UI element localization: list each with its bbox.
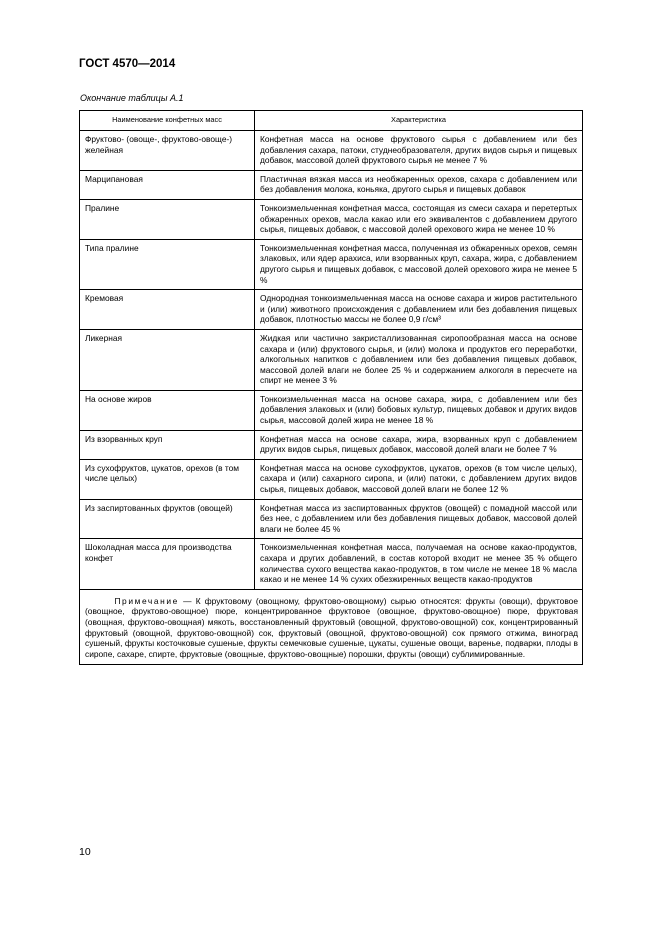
- mass-name-cell: Из взорванных круп: [80, 430, 255, 459]
- characteristic-cell: Пластичная вязкая масса из необжаренных орехов, сахара с добавлением или без добавления молока, коньяка, другого сырья и пищевых добавок: [255, 170, 583, 199]
- document-title: ГОСТ 4570—2014: [79, 58, 176, 70]
- table-note: [80, 589, 583, 665]
- mass-name-cell: На основе жиров: [80, 390, 255, 430]
- mass-name-cell: Из сухофруктов, цукатов, орехов (в том числе целых): [80, 459, 255, 499]
- table-note-row: [80, 589, 583, 665]
- table-row: [80, 459, 583, 499]
- note-text: — К фруктовому (овощному, фруктово-овощному) сырью относятся: фрукты (овощи), фруктовое (овощное, фруктово-овощное) пюре, концентрированное фруктовое (овощное, фруктово-овощное) пюре, фруктовая (овощная, фруктово-овощная) мякоть, восстановленный фруктовый (овощной, фруктово-овощной) сок, концентрированный фруктовый (овощной, фруктово-овощной) сок, фруктовый (овощной, фруктово-овощной) сок прямого отжима, виноград сушеный, фрукты косточковые сушеные, фрукты семечковые сушеные, цукаты, сушеные овощи, варенье, подварки, плоды в сиропе, сахаре, спирте, фруктовые (овощные, фруктово-овощные) порошки, фрукты (овощи) сублимированные.: [85, 595, 578, 659]
- table-row: [80, 290, 583, 330]
- note-label: Примечание: [114, 595, 179, 606]
- column-header-characteristic: Характеристика: [255, 111, 583, 131]
- table-caption: Окончание таблицы А.1: [80, 93, 184, 103]
- characteristic-cell: Тонкоизмельченная конфетная масса, полученная из обжаренных орехов, семян злаковых, или ядер арахиса, или взорванных круп, сахара, жира, с добавлением другого сырья и пищевых добавок, с массовой долей орехового жира не менее 5 %: [255, 239, 583, 289]
- characteristic-cell: Однородная тонкоизмельченная масса на основе сахара и жиров растительного и (или) животного происхождения с добавлением или без добавления пищевых добавок, плотностью массы не более 0,9 г/см³: [255, 290, 583, 330]
- mass-name-cell: Типа пралине: [80, 239, 255, 289]
- characteristic-cell: Конфетная масса из заспиртованных фруктов (овощей) с помадной массой или без нее, с добавлением или без добавления пищевых добавок, массовой долей влаги не более 45 %: [255, 499, 583, 539]
- table-row: [80, 239, 583, 289]
- mass-name-cell: Пралине: [80, 199, 255, 239]
- table-row: [80, 430, 583, 459]
- mass-name-cell: Шоколадная масса для производства конфет: [80, 539, 255, 589]
- table-row: [80, 390, 583, 430]
- table-row: [80, 329, 583, 390]
- column-header-name: Наименование конфетных масс: [80, 111, 255, 131]
- table-header-row: [80, 111, 583, 131]
- table-row: [80, 539, 583, 589]
- mass-name-cell: Марципановая: [80, 170, 255, 199]
- mass-name-cell: Кремовая: [80, 290, 255, 330]
- characteristic-cell: Конфетная масса на основе сахара, жира, взорванных круп с добавлением других видов сырья, пищевых добавок, массовой долей влаги не более 7 %: [255, 430, 583, 459]
- page-number: 10: [79, 846, 91, 858]
- table-row: [80, 199, 583, 239]
- confectionery-mass-table: [79, 110, 583, 665]
- characteristic-cell: Конфетная масса на основе сухофруктов, цукатов, орехов (в том числе целых), сахара и (или) сахарного сиропа, и (или) патоки, с добавлением других видов сырья, пищевых добавок, массовой долей влаги не более 12 %: [255, 459, 583, 499]
- table-row: [80, 131, 583, 171]
- characteristic-cell: Тонкоизмельченная конфетная масса, получаемая на основе какао-продуктов, сахара и других добавлений, в состав которой входит не менее 35 % общего количества сухого вещества какао-продуктов, в том числе не менее 18 % масла какао и не менее 14 % сухих обезжиренных веществ какао-продуктов: [255, 539, 583, 589]
- mass-name-cell: Фруктово- (овоще-, фруктово-овоще-) желейная: [80, 131, 255, 171]
- mass-name-cell: Ликерная: [80, 329, 255, 390]
- table-row: [80, 170, 583, 199]
- characteristic-cell: Тонкоизмельченная конфетная масса, состоящая из смеси сахара и перетертых обжаренных орехов, масла какао или его эквивалентов с добавлением другого сырья, пищевых добавок, с массовой долей орехового жира не менее 10 %: [255, 199, 583, 239]
- table-row: [80, 499, 583, 539]
- characteristic-cell: Жидкая или частично закристаллизованная сиропообразная масса на основе сахара и (или) фруктового сырья, и (или) молока и продуктов его переработки, алкогольных напитков с добавлением или без добавления пищевых добавок, массовой долей влаги не более 25 % и содержанием алкоголя в пересчете на спирт не менее 3 %: [255, 329, 583, 390]
- mass-name-cell: Из заспиртованных фруктов (овощей): [80, 499, 255, 539]
- characteristic-cell: Конфетная масса на основе фруктового сырья с добавлением или без добавления сахара, патоки, студнеобразователя, других видов сырья и пищевых добавок, массовой долей фруктового сырья не менее 7 %: [255, 131, 583, 171]
- characteristic-cell: Тонкоизмельченная масса на основе сахара, жира, с добавлением или без добавления злаковых и (или) бобовых культур, пищевых добавок и других видов сырья, массовой долей жира не менее 18 %: [255, 390, 583, 430]
